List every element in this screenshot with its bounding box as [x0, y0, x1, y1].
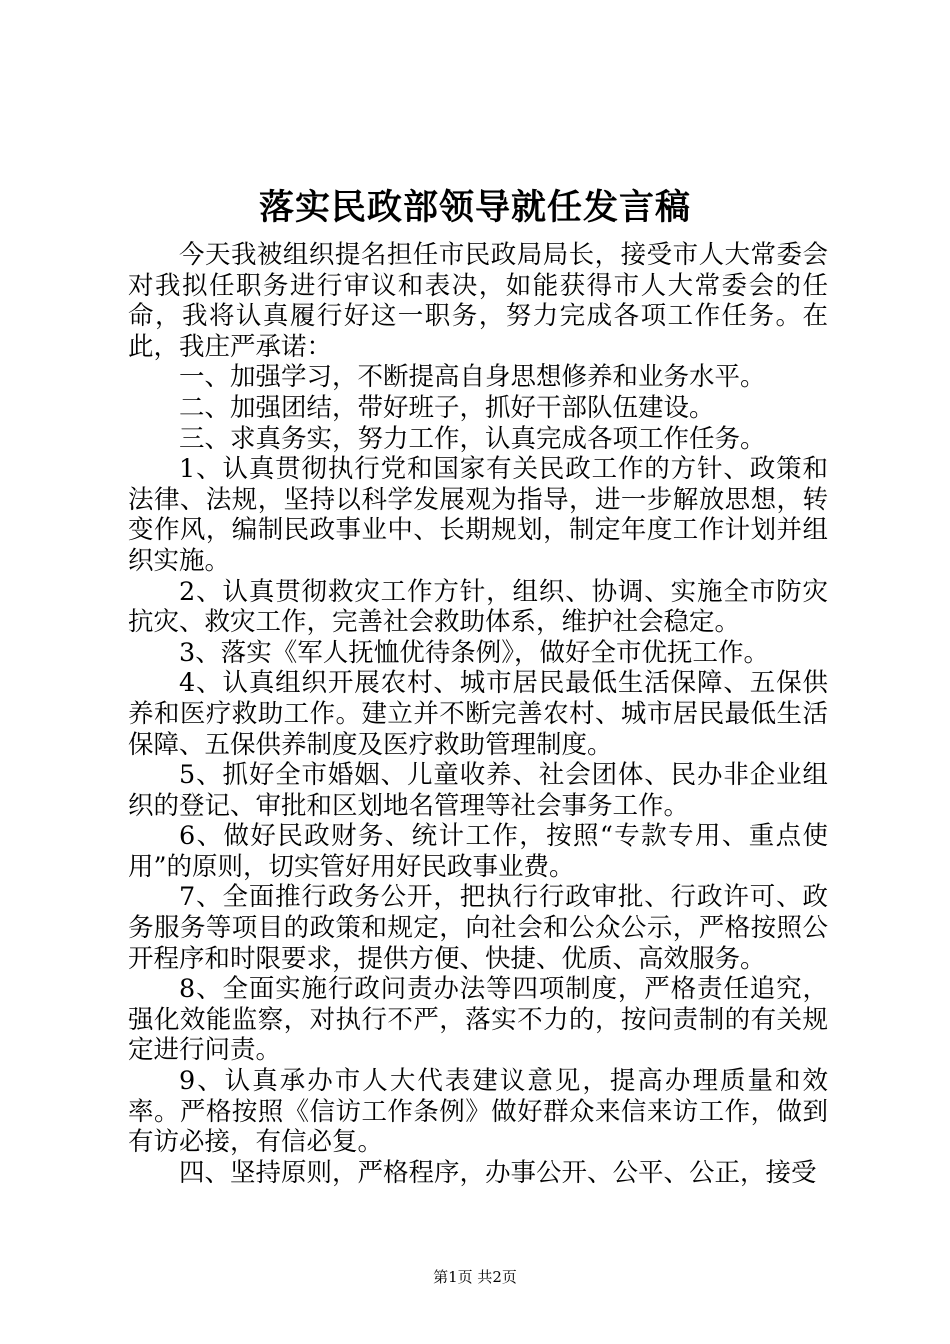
paragraph-subitem-8: 8、全面实施行政问责办法等四项制度，严格责任追究，强化效能监察，对执行不严，落实不力的，按问责制的有关规定进行问责。 — [128, 974, 828, 1066]
paragraph-item-1: 一、加强学习，不断提高自身思想修养和业务水平。 — [179, 362, 766, 393]
paragraph-item-4: 四、坚持原则，严格程序，办事公开、公平、公正，接受 — [179, 1157, 817, 1188]
page-footer: 第1页 共2页 — [433, 1268, 517, 1286]
paragraph-item-3: 三、求真务实，努力工作，认真完成各项工作任务。 — [179, 423, 766, 454]
paragraph-subitem-1: 1、认真贯彻执行党和国家有关民政工作的方针、政策和法律、法规，坚持以科学发展观为指导，进一步解放思想，转变作风，编制民政事业中、长期规划，制定年度工作计划并组织实施。 — [128, 454, 828, 576]
paragraph-subitem-6: 6、做好民政财务、统计工作，按照“专款专用、重点使用”的原则，切实管好用好民政事业费。 — [128, 821, 828, 882]
paragraph-intro: 今天我被组织提名担任市民政局局长，接受市人大常委会对我拟任职务进行审议和表决，如能获得市人大常委会的任命，我将认真履行好这一职务，努力完成各项工作任务。在此，我庄严承诺： — [128, 240, 828, 362]
paragraph-subitem-5: 5、抓好全市婚姻、儿童收养、社会团体、民办非企业组织的登记、审批和区划地名管理等社会事务工作。 — [128, 760, 828, 821]
paragraph-subitem-7: 7、全面推行政务公开，把执行行政审批、行政许可、政务服务等项目的政策和规定，向社会和公众公示，严格按照公开程序和时限要求，提供方便、快捷、优质、高效服务。 — [128, 882, 828, 974]
document-body — [128, 240, 828, 1188]
paragraph-subitem-2: 2、认真贯彻救灾工作方针，组织、协调、实施全市防灾抗灾、救灾工作，完善社会救助体系，维护社会稳定。 — [128, 576, 828, 638]
document-title: 落实民政部领导就任发言稿 — [258, 187, 691, 228]
paragraph-item-2: 二、加强团结，带好班子，抓好干部队伍建设。 — [179, 392, 715, 423]
paragraph-subitem-9: 9、认真承办市人大代表建议意见，提高办理质量和效率。严格按照《信访工作条例》做好群众来信来访工作，做到有访必接，有信必复。 — [128, 1066, 828, 1158]
paragraph-subitem-4: 4、认真组织开展农村、城市居民最低生活保障、五保供养和医疗救助工作。建立并不断完善农村、城市居民最低生活保障、五保供养制度及医疗救助管理制度。 — [128, 668, 828, 760]
paragraph-subitem-3: 3、落实《军人抚恤优待条例》，做好全市优抚工作。 — [179, 637, 769, 668]
